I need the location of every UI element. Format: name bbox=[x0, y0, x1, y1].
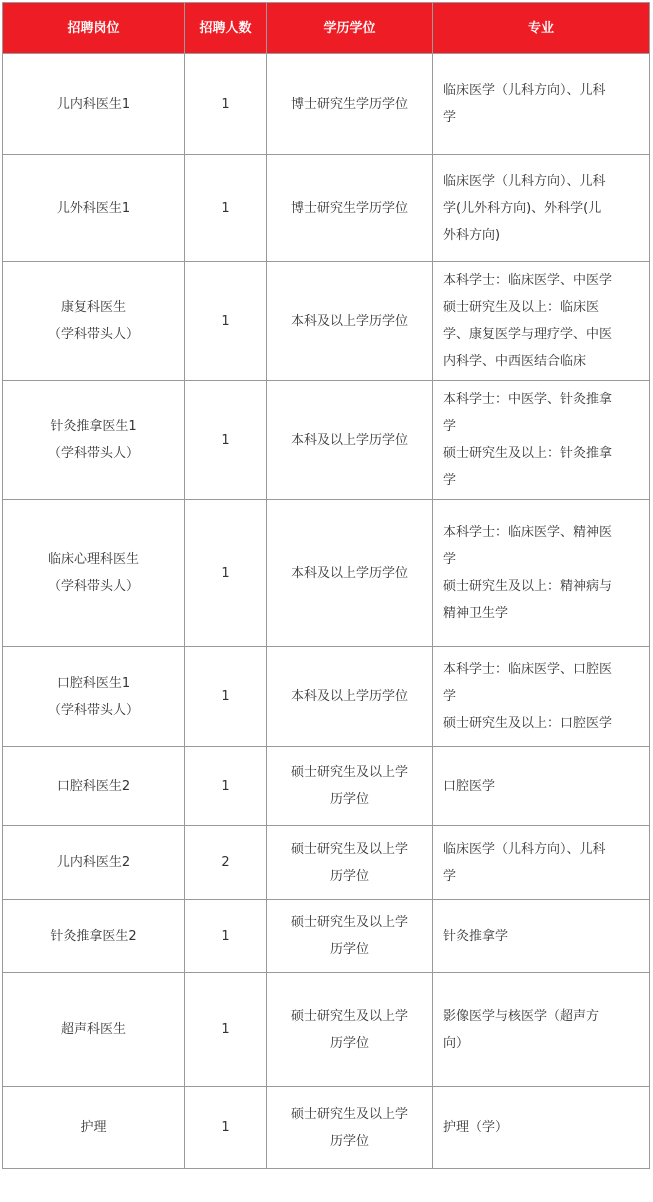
count-cell: 2 bbox=[185, 826, 267, 900]
major-line: 口腔医学 bbox=[443, 778, 496, 794]
position-line: 超声科医生 bbox=[60, 1022, 126, 1037]
major-line: 内科学、中西医结合临床 bbox=[443, 354, 587, 369]
position-line: 康复科医生 bbox=[60, 300, 126, 315]
education-line: 历学位 bbox=[329, 1035, 369, 1051]
count-cell: 1 bbox=[185, 973, 267, 1087]
major-line: 学 bbox=[443, 689, 457, 704]
major-line: 学(儿外科方向)、外科学(儿 bbox=[443, 200, 602, 216]
count-cell: 1 bbox=[185, 747, 267, 826]
count-cell: 1 bbox=[185, 54, 267, 155]
major-cell bbox=[433, 973, 650, 1087]
count-cell: 1 bbox=[185, 647, 267, 747]
major-line: 硕士研究生及以上：针灸推拿 bbox=[443, 446, 613, 461]
count-cell: 1 bbox=[185, 155, 267, 262]
major-line: 本科学士：临床医学、口腔医 bbox=[443, 662, 613, 677]
table-row bbox=[3, 155, 650, 262]
education-line: 本科及以上学历学位 bbox=[290, 432, 408, 448]
major-cell bbox=[433, 500, 650, 647]
major-line: 硕士研究生及以上：口腔医学 bbox=[443, 716, 613, 731]
position-line: 儿内科医生2 bbox=[56, 855, 131, 870]
position-line: 针灸推拿医生1 bbox=[50, 419, 137, 434]
position-cell bbox=[3, 500, 185, 647]
major-cell bbox=[433, 747, 650, 826]
count-cell: 1 bbox=[185, 900, 267, 973]
table-row bbox=[3, 500, 650, 647]
major-cell bbox=[433, 381, 650, 500]
position-line: （学科带头人） bbox=[47, 579, 139, 594]
education-cell bbox=[267, 900, 433, 973]
major-line: 临床医学（儿科方向）、儿科 bbox=[443, 173, 606, 189]
education-line: 历学位 bbox=[329, 1133, 369, 1149]
education-line: 硕士研究生及以上学 bbox=[290, 1106, 408, 1122]
table-row bbox=[3, 826, 650, 900]
position-line: 针灸推拿医生2 bbox=[50, 928, 137, 944]
major-line: 学 bbox=[443, 552, 457, 567]
major-line: 学 bbox=[443, 868, 457, 884]
major-line: 临床医学（儿科方向）、儿科 bbox=[443, 841, 606, 857]
major-cell bbox=[433, 1087, 650, 1169]
position-cell bbox=[3, 155, 185, 262]
education-line: 本科及以上学历学位 bbox=[290, 313, 408, 329]
position-line: 口腔科医生1 bbox=[56, 675, 131, 691]
education-cell bbox=[267, 54, 433, 155]
major-line: 学 bbox=[443, 473, 457, 488]
position-line: （学科带头人） bbox=[47, 702, 139, 718]
position-cell bbox=[3, 262, 185, 381]
table-row bbox=[3, 973, 650, 1087]
education-line: 博士研究生学历学位 bbox=[290, 96, 408, 112]
education-cell bbox=[267, 381, 433, 500]
position-line: （学科带头人） bbox=[47, 327, 139, 342]
header-position: 招聘岗位 bbox=[3, 3, 185, 54]
count-cell: 1 bbox=[185, 381, 267, 500]
education-cell bbox=[267, 826, 433, 900]
major-line: 本科学士：中医学、针灸推拿 bbox=[443, 392, 613, 407]
position-cell bbox=[3, 747, 185, 826]
position-cell bbox=[3, 1087, 185, 1169]
education-line: 博士研究生学历学位 bbox=[290, 200, 408, 216]
education-line: 硕士研究生及以上学 bbox=[290, 915, 408, 930]
position-cell bbox=[3, 973, 185, 1087]
education-cell bbox=[267, 500, 433, 647]
education-line: 硕士研究生及以上学 bbox=[290, 841, 408, 857]
education-line: 历学位 bbox=[329, 792, 369, 807]
education-line: 历学位 bbox=[329, 942, 369, 957]
education-cell bbox=[267, 155, 433, 262]
major-line: 精神卫生学 bbox=[443, 606, 509, 621]
education-cell bbox=[267, 747, 433, 826]
position-line: 护理 bbox=[80, 1120, 107, 1135]
header-row bbox=[3, 3, 650, 54]
position-line: 儿外科医生1 bbox=[56, 200, 131, 216]
major-cell bbox=[433, 155, 650, 262]
table-row bbox=[3, 747, 650, 826]
major-line: 学、康复医学与理疗学、中医 bbox=[443, 327, 613, 342]
position-line: 口腔科医生2 bbox=[56, 778, 131, 794]
position-line: 儿内科医生1 bbox=[56, 96, 131, 112]
education-line: 本科及以上学历学位 bbox=[290, 565, 408, 581]
position-cell bbox=[3, 54, 185, 155]
header-education: 学历学位 bbox=[267, 3, 433, 54]
position-line: 临床心理科医生 bbox=[47, 552, 139, 567]
major-line: 影像医学与核医学（超声方 bbox=[443, 1008, 600, 1024]
table-body bbox=[3, 54, 650, 1169]
education-line: 本科及以上学历学位 bbox=[290, 689, 408, 704]
major-line: 护理（学） bbox=[443, 1120, 509, 1135]
education-line: 硕士研究生及以上学 bbox=[290, 1008, 408, 1024]
position-cell bbox=[3, 647, 185, 747]
major-line: 本科学士：临床医学、中医学 bbox=[443, 273, 613, 288]
count-cell: 1 bbox=[185, 262, 267, 381]
major-line: 学 bbox=[443, 419, 457, 434]
major-line: 本科学士：临床医学、精神医 bbox=[443, 525, 613, 540]
table-row bbox=[3, 1087, 650, 1169]
education-line: 硕士研究生及以上学 bbox=[290, 765, 408, 780]
position-cell bbox=[3, 826, 185, 900]
table-row bbox=[3, 647, 650, 747]
education-cell bbox=[267, 262, 433, 381]
position-line: （学科带头人） bbox=[47, 446, 139, 461]
major-cell bbox=[433, 826, 650, 900]
major-line: 向） bbox=[443, 1035, 470, 1051]
education-line: 历学位 bbox=[329, 868, 369, 884]
table-row bbox=[3, 54, 650, 155]
major-cell bbox=[433, 54, 650, 155]
table-row bbox=[3, 262, 650, 381]
major-line: 学 bbox=[443, 110, 457, 125]
count-cell: 1 bbox=[185, 500, 267, 647]
position-cell bbox=[3, 381, 185, 500]
table-row bbox=[3, 381, 650, 500]
count-cell: 1 bbox=[185, 1087, 267, 1169]
major-line: 硕士研究生及以上：临床医 bbox=[443, 300, 600, 315]
education-cell bbox=[267, 1087, 433, 1169]
major-line: 临床医学（儿科方向）、儿科 bbox=[443, 83, 606, 98]
major-line: 针灸推拿学 bbox=[443, 928, 509, 944]
education-cell bbox=[267, 973, 433, 1087]
education-cell bbox=[267, 647, 433, 747]
major-cell bbox=[433, 647, 650, 747]
table-row bbox=[3, 900, 650, 973]
recruitment-table bbox=[2, 2, 650, 1169]
header-major: 专业 bbox=[433, 3, 650, 54]
header-count: 招聘人数 bbox=[185, 3, 267, 54]
major-cell bbox=[433, 900, 650, 973]
major-line: 外科方向) bbox=[443, 227, 501, 243]
position-cell bbox=[3, 900, 185, 973]
major-cell bbox=[433, 262, 650, 381]
major-line: 硕士研究生及以上：精神病与 bbox=[443, 579, 613, 594]
